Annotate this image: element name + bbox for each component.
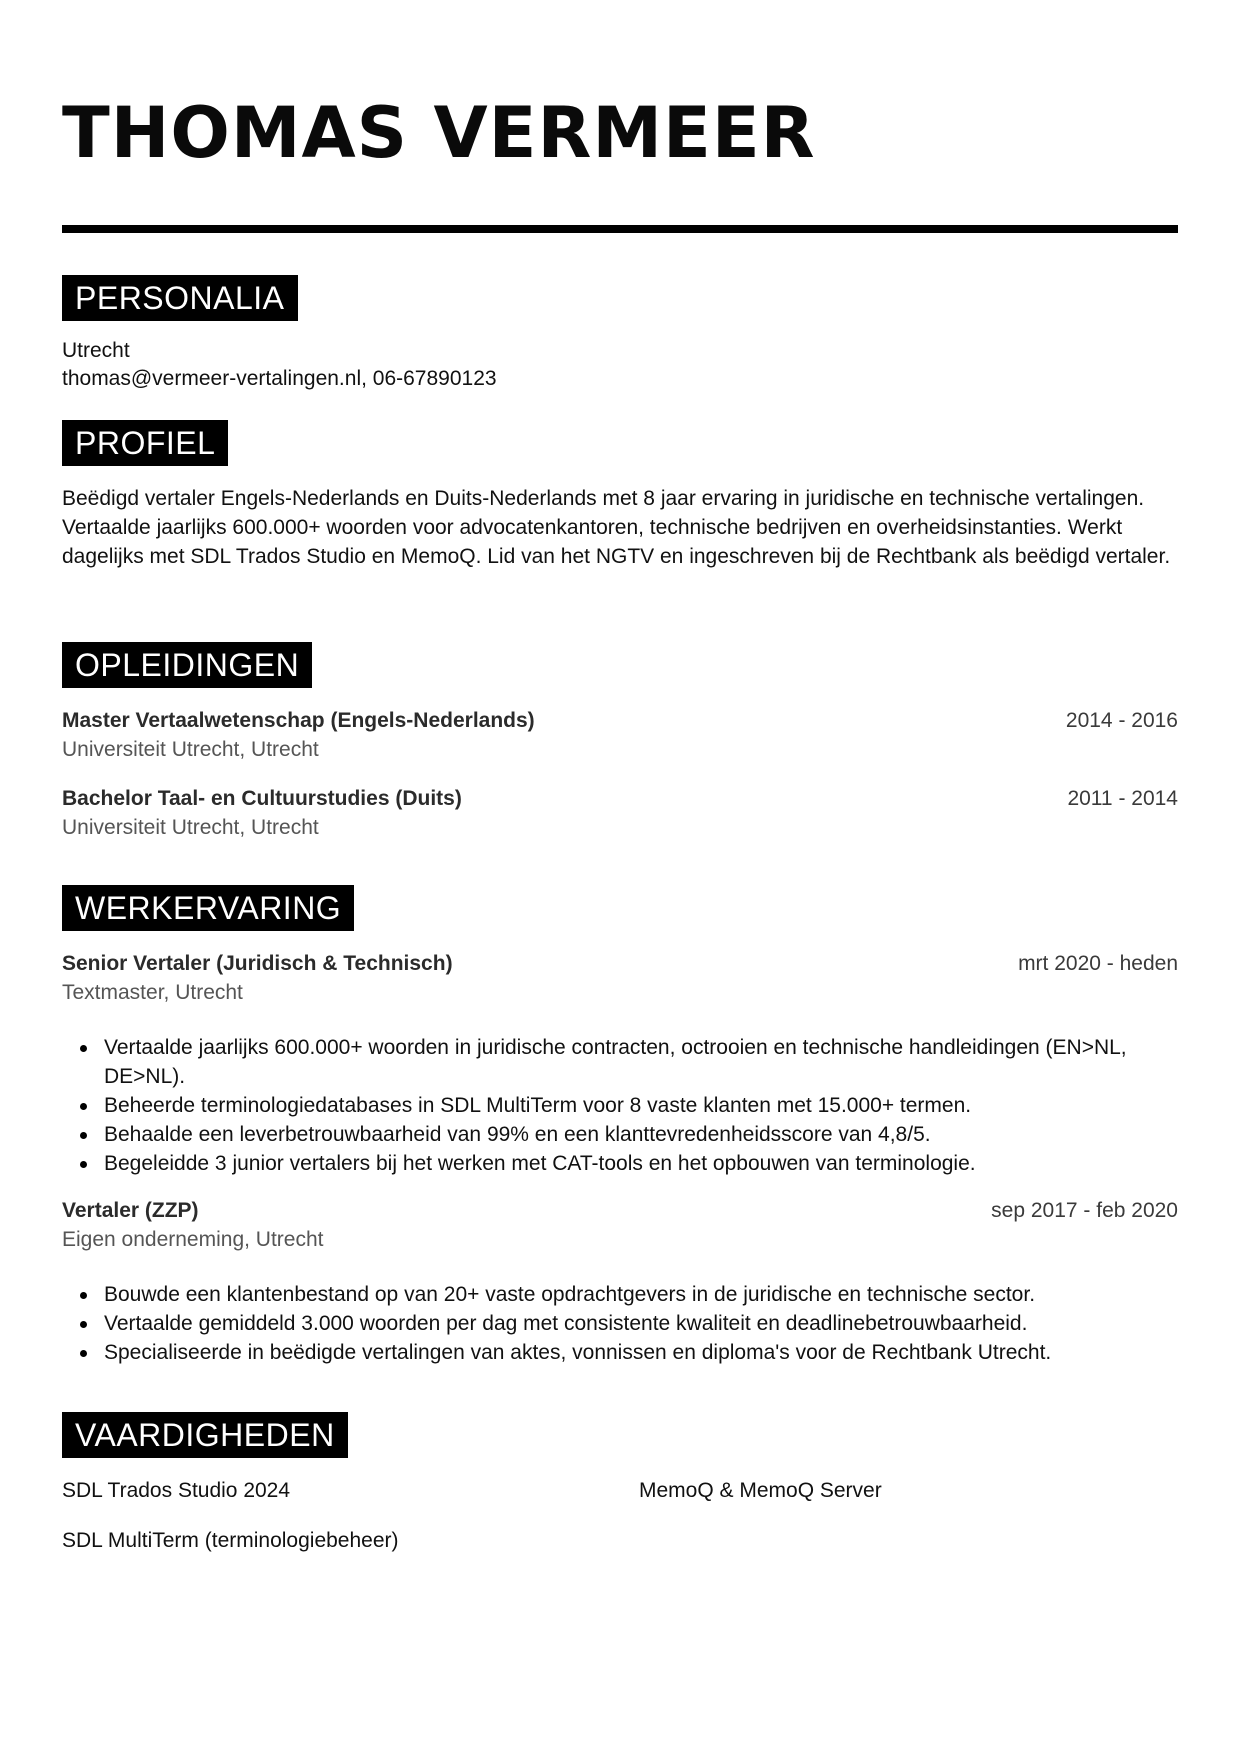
bullet-dot-icon xyxy=(80,1045,87,1052)
section-profiel xyxy=(62,420,1178,571)
section-heading-vaardigheden: VAARDIGHEDEN xyxy=(62,1412,348,1458)
bullet-dot-icon xyxy=(80,1321,87,1328)
personal-contact: thomas@vermeer-vertalingen.nl, 06-67890123 xyxy=(62,367,497,390)
job-date: sep 2017 - feb 2020 xyxy=(991,1199,1178,1222)
bullet-item: Specialiseerde in beëdigde vertalingen van aktes, vonnissen en diploma's voor de Rechtbank Utrecht. xyxy=(104,1338,1178,1367)
header-divider xyxy=(62,225,1178,233)
skill-item: SDL Trados Studio 2024 xyxy=(62,1479,291,1502)
job-bullets xyxy=(62,1033,1178,1178)
bullet-item: Behaalde een leverbetrouwbaarheid van 99% en een klanttevredenheidsscore van 4,8/5. xyxy=(104,1120,1178,1149)
section-heading-opleidingen: OPLEIDINGEN xyxy=(62,642,312,688)
skill-item: MemoQ & MemoQ Server xyxy=(639,1479,882,1502)
job-company: Eigen onderneming, Utrecht xyxy=(62,1228,324,1251)
bullet-dot-icon xyxy=(80,1292,87,1299)
section-personalia xyxy=(62,275,1178,393)
section-heading-personalia: PERSONALIA xyxy=(62,275,298,321)
bullet-dot-icon xyxy=(80,1161,87,1168)
education-title: Master Vertaalwetenschap (Engels-Nederlands) xyxy=(62,709,535,732)
section-werkervaring xyxy=(62,885,1178,1367)
education-place: Universiteit Utrecht, Utrecht xyxy=(62,738,319,761)
education-title: Bachelor Taal- en Cultuurstudies (Duits) xyxy=(62,787,462,810)
bullet-item: Begeleidde 3 junior vertalers bij het werken met CAT-tools en het opbouwen van terminologie. xyxy=(104,1149,1178,1178)
section-opleidingen xyxy=(62,642,1178,842)
education-entry xyxy=(62,784,1178,842)
bullet-item: Vertaalde jaarlijks 600.000+ woorden in juridische contracten, octrooien en technische handleidingen (EN>NL, DE>NL). xyxy=(104,1033,1178,1091)
personal-city: Utrecht xyxy=(62,339,130,362)
education-entry xyxy=(62,706,1178,764)
profile-summary: Beëdigd vertaler Engels-Nederlands en Duits-Nederlands met 8 jaar ervaring in juridische en technische vertalingen. Vertaalde jaarlijks 600.000+ woorden voor advocatenkantoren, technische bedrijven en overheidsinstanties. Werkt dagelijks met SDL Trados Studio en MemoQ. Lid van het NGTV en ingeschreven bij de Rechtbank als beëdigd vertaler. xyxy=(62,487,1171,568)
skill-item: SDL MultiTerm (terminologiebeheer) xyxy=(62,1529,399,1552)
bullet-dot-icon xyxy=(80,1350,87,1357)
section-heading-werkervaring: WERKERVARING xyxy=(62,885,354,931)
bullet-item: Vertaalde gemiddeld 3.000 woorden per dag met consistente kwaliteit en deadlinebetrouwbaarheid. xyxy=(104,1309,1178,1338)
section-heading-profiel: PROFIEL xyxy=(62,420,228,466)
education-date: 2011 - 2014 xyxy=(1067,787,1178,810)
work-entry xyxy=(62,949,1178,1178)
candidate-name: THOMAS VERMEER xyxy=(62,92,816,174)
bullet-item: Beheerde terminologiedatabases in SDL MultiTerm voor 8 vaste klanten met 15.000+ termen. xyxy=(104,1091,1178,1120)
bullet-dot-icon xyxy=(80,1132,87,1139)
job-title: Vertaler (ZZP) xyxy=(62,1199,199,1222)
job-bullets xyxy=(62,1280,1178,1367)
skills-grid xyxy=(62,1476,1178,1576)
section-vaardigheden xyxy=(62,1412,1178,1576)
education-date: 2014 - 2016 xyxy=(1065,709,1178,732)
bullet-dot-icon xyxy=(80,1103,87,1110)
job-title: Senior Vertaler (Juridisch & Technisch) xyxy=(62,952,453,975)
job-date: mrt 2020 - heden xyxy=(1018,952,1178,975)
job-company: Textmaster, Utrecht xyxy=(62,981,243,1004)
work-entry xyxy=(62,1196,1178,1367)
education-place: Universiteit Utrecht, Utrecht xyxy=(62,816,319,839)
bullet-item: Bouwde een klantenbestand op van 20+ vaste opdrachtgevers in de juridische en technische sector. xyxy=(104,1280,1178,1309)
